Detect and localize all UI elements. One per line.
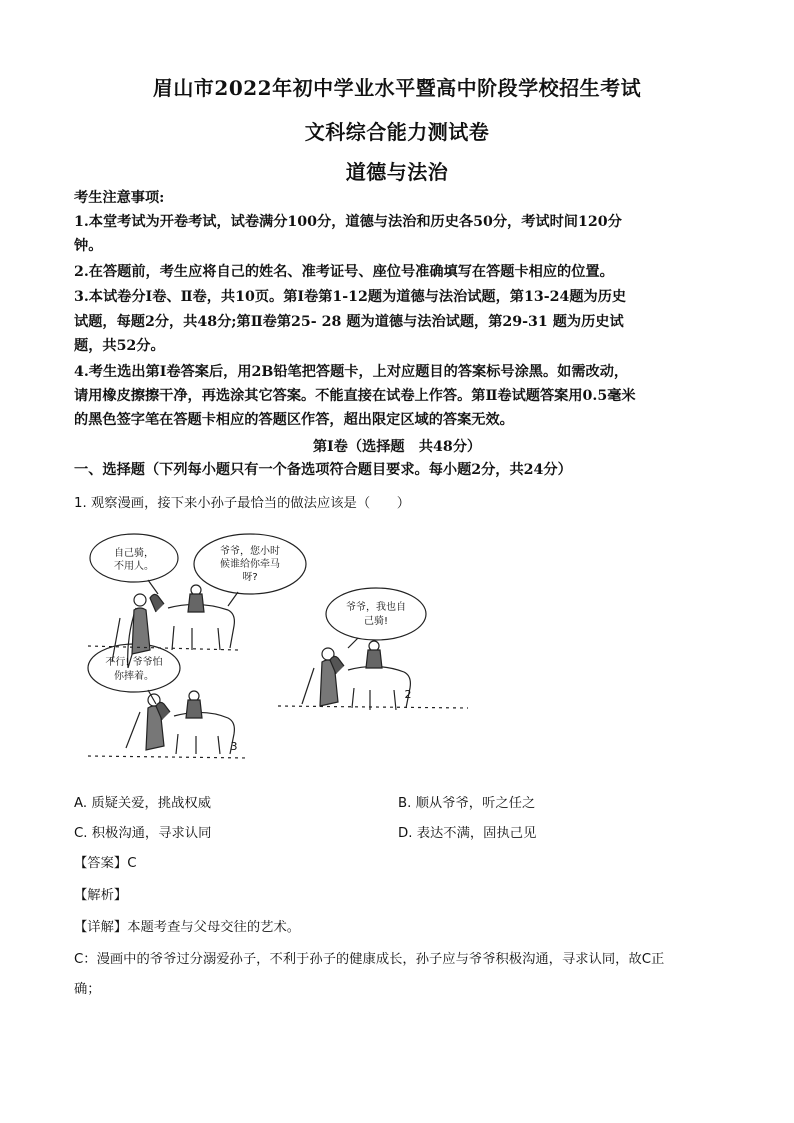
answer-line: [74, 852, 136, 871]
answer-label: 【答案】: [74, 856, 128, 871]
notice-heading: 考生注意事项:: [74, 190, 165, 206]
bubble-2-line-3: 呀?: [242, 572, 258, 583]
bubble-2-line-2: 候谁给你牵马: [220, 559, 280, 570]
bubble-3-line-1: 爷爷，我也自: [346, 602, 406, 613]
bubble-2-line-1: 爷爷，您小时: [220, 546, 280, 557]
notice-line: 4.考生选出第Ⅰ卷答案后，用2B铅笔把答题卡，上对应题目的答案标号涂黑。如需改动，: [74, 364, 629, 380]
speech-bubble-3: [326, 588, 426, 640]
explanation-line-1: C：漫画中的爷爷过分溺爱孙子，不利于孙子的健康成长，孙子应与爷爷积极沟通，寻求认同，故C正: [74, 952, 665, 967]
exam-subtitle: 文科综合能力测试卷: [304, 120, 490, 144]
analysis-label: 【解析】: [74, 888, 128, 903]
option-d: D. 表达不满，固执己见: [398, 826, 537, 841]
panel-number-3: 3: [230, 740, 238, 753]
notice-line: 1.本堂考试为开卷考试，试卷满分100分，道德与法治和历史各50分，考试时间120分: [74, 214, 622, 230]
option-a: A. 质疑关爱，挑战权威: [74, 796, 211, 811]
detail-text: 本题考查与父母交往的艺术。: [127, 920, 301, 935]
answer-value: C: [127, 856, 137, 871]
notice-line: 的黑色签字笔在答题卡相应的答题区作答，超出限定区域的答案无效。: [74, 412, 514, 428]
panel-3-figures: [88, 691, 248, 758]
notice-line: 试题，每题2分，共48分;第Ⅱ卷第25- 28 题为道德与法治试题，第29-31 题为历史试: [74, 314, 624, 330]
notice-line: 题，共52分。: [74, 338, 165, 354]
bubble-3-line-2: 己骑!: [363, 616, 389, 627]
explanation-line-2: 确；: [74, 982, 101, 997]
bubble-1-line-2: 不用人。: [114, 561, 154, 572]
exam-title: 眉山市2022年初中学业水平暨高中阶段学校招生考试: [152, 76, 642, 100]
notice-line: 3.本试卷分Ⅰ卷、Ⅱ卷，共10页。第Ⅰ卷第1-12题为道德与法治试题，第13-24题为历史: [74, 289, 627, 305]
section-heading: 一、选择题（下列每小题只有一个备选项符合题目要求。每小题2分，共24分）: [74, 462, 572, 478]
bubble-1-line-1: 自己骑，: [114, 548, 154, 559]
option-c: C. 积极沟通，寻求认同: [74, 826, 212, 841]
exam-subject: 道德与法治: [345, 160, 449, 184]
bubble-4-line-2: 你摔着。: [114, 671, 154, 682]
option-b: B. 顺从爷爷，听之任之: [398, 796, 536, 811]
panel-2-figures: [278, 641, 468, 710]
notice-line: 请用橡皮擦擦干净，再选涂其它答案。不能直接在试卷上作答。第Ⅱ卷试题答案用0.5毫米: [74, 388, 636, 404]
part-title: 第Ⅰ卷（选择题 共48分）: [312, 439, 482, 455]
notice-line: 钟。: [74, 238, 103, 254]
bubble-4-line-1: 不行! 爷爷怕: [105, 657, 163, 668]
detail-label: 【详解】: [74, 920, 128, 935]
question-stem: 1. 观察漫画，接下来小孙子最恰当的做法应该是（ ）: [74, 496, 411, 511]
notice-line: 2.在答题前，考生应将自己的姓名、准考证号、座位号准确填写在答题卡相应的位置。: [74, 264, 614, 280]
panel-1-figures: [88, 585, 238, 668]
cartoon-illustration: [78, 528, 478, 768]
detail-line: [74, 916, 300, 935]
panel-number-2: 2: [404, 688, 412, 701]
